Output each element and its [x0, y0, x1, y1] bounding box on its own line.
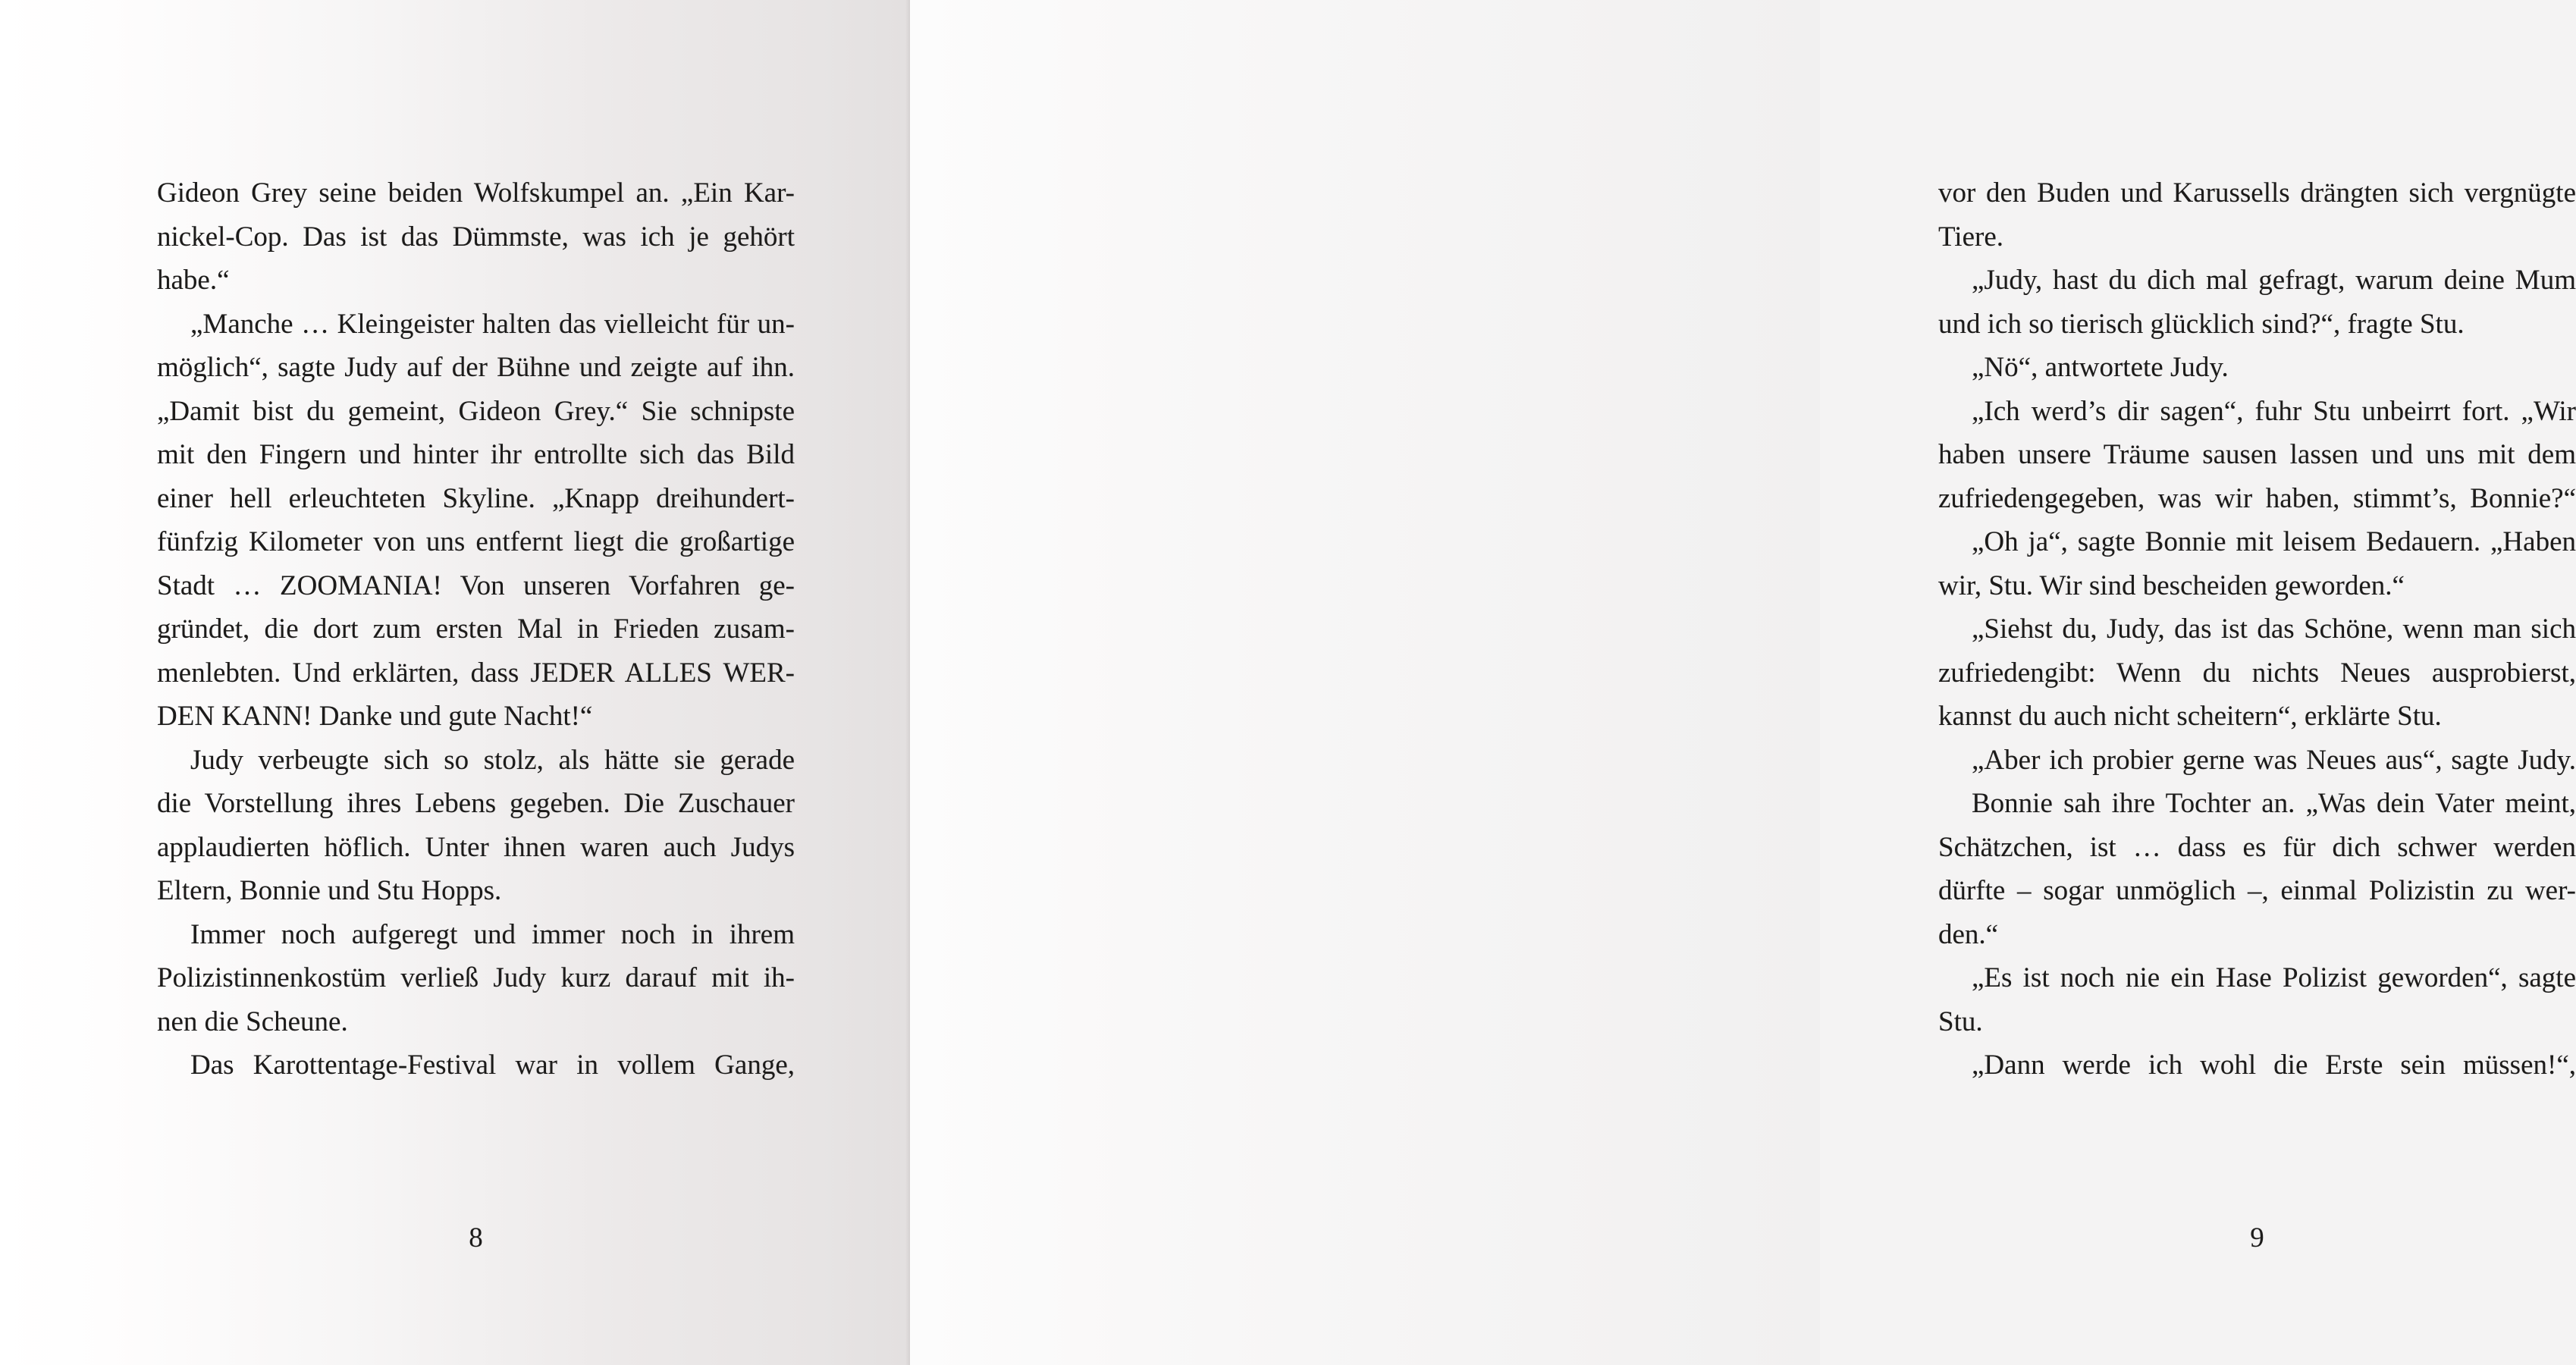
text-line: gründet, die dort zum ersten Mal in Frieden zusam- [157, 613, 795, 645]
text-line: „Es ist noch nie ein Hase Polizist geworden“, sagte [1972, 962, 2576, 993]
page-right [910, 0, 2576, 1365]
text-line: menlebten. Und erklärten, dass JEDER ALLES WER- [157, 657, 795, 689]
text-line: habe.“ [157, 265, 230, 296]
text-line: Judy verbeugte sich so stolz, als hätte sie gerade [190, 744, 795, 776]
text-line: „Aber ich probier gerne was Neues aus“, sagte Judy. [1972, 744, 2576, 776]
page-left [0, 0, 910, 1365]
text-line: wir, Stu. Wir sind bescheiden geworden.“ [1938, 570, 2405, 601]
text-line: applaudierten höflich. Unter ihnen waren auch Judys [157, 831, 795, 863]
text-line: dürfte – sogar unmöglich –, einmal Polizistin zu wer- [1938, 875, 2576, 906]
text-line: Gideon Grey seine beiden Wolfskumpel an. „Ein Kar- [157, 177, 795, 209]
text-line: Stu. [1938, 1006, 1983, 1037]
text-line: „Manche … Kleingeister halten das vielleicht für un- [190, 308, 795, 340]
text-line: haben unsere Träume sausen lassen und uns mit dem [1938, 439, 2576, 470]
text-line: Eltern, Bonnie und Stu Hopps. [157, 875, 502, 906]
text-line: „Nö“, antwortete Judy. [1972, 352, 2229, 383]
text-line: möglich“, sagte Judy auf der Bühne und zeigte auf ihn. [157, 352, 795, 383]
text-line: die Vorstellung ihres Lebens gegeben. Die Zuschauer [157, 788, 795, 819]
text-line: nen die Scheune. [157, 1006, 348, 1037]
text-line: zufriedengegeben, was wir haben, stimmt’s, Bonnie?“ [1938, 482, 2576, 514]
text-line: mit den Fingern und hinter ihr entrollte sich das Bild [157, 439, 795, 470]
text-line: Stadt … ZOOMANIA! Von unseren Vorfahren ge- [157, 570, 795, 601]
text-line: den.“ [1938, 918, 1999, 950]
text-line: Immer noch aufgeregt und immer noch in ihrem [190, 918, 795, 950]
text-line: Das Karottentage-Festival war in vollem Gange, [190, 1050, 795, 1081]
text-line: und ich so tierisch glücklich sind?“, fragte Stu. [1938, 308, 2465, 340]
text-line: DEN KANN! Danke und gute Nacht!“ [157, 701, 593, 732]
text-line: „Oh ja“, sagte Bonnie mit leisem Bedauern. „Haben [1972, 526, 2576, 557]
page-right-text [1938, 171, 2576, 1087]
page-left-text [157, 171, 795, 1087]
page-number-right: 9 [2250, 1222, 2264, 1254]
page-number-left: 8 [469, 1222, 483, 1254]
text-line: Bonnie sah ihre Tochter an. „Was dein Vater meint, [1972, 788, 2576, 819]
text-line: kannst du auch nicht scheitern“, erklärte Stu. [1938, 701, 2442, 732]
text-line: Schätzchen, ist … dass es für dich schwer werden [1938, 831, 2576, 863]
text-line: „Ich werd’s dir sagen“, fuhr Stu unbeirrt fort. „Wir [1972, 395, 2576, 427]
text-line: nickel-Cop. Das ist das Dümmste, was ich je gehört [157, 221, 795, 253]
text-line: fünfzig Kilometer von uns entfernt liegt die großartige [157, 526, 795, 557]
text-line: „Siehst du, Judy, das ist das Schöne, wenn man sich [1972, 613, 2576, 645]
text-line: vor den Buden und Karussells drängten sich vergnügte [1938, 177, 2576, 209]
text-line: zufriedengibt: Wenn du nichts Neues ausprobierst, [1938, 657, 2576, 689]
text-line: „Judy, hast du dich mal gefragt, warum deine Mum [1972, 265, 2576, 296]
text-line: einer hell erleuchteten Skyline. „Knapp dreihundert- [157, 482, 795, 514]
text-line: „Damit bist du gemeint, Gideon Grey.“ Sie schnipste [157, 395, 795, 427]
text-line: Tiere. [1938, 221, 2003, 253]
text-line: „Dann werde ich wohl die Erste sein müssen!“, [1972, 1050, 2576, 1081]
text-line: Polizistinnenkostüm verließ Judy kurz darauf mit ih- [157, 962, 795, 993]
